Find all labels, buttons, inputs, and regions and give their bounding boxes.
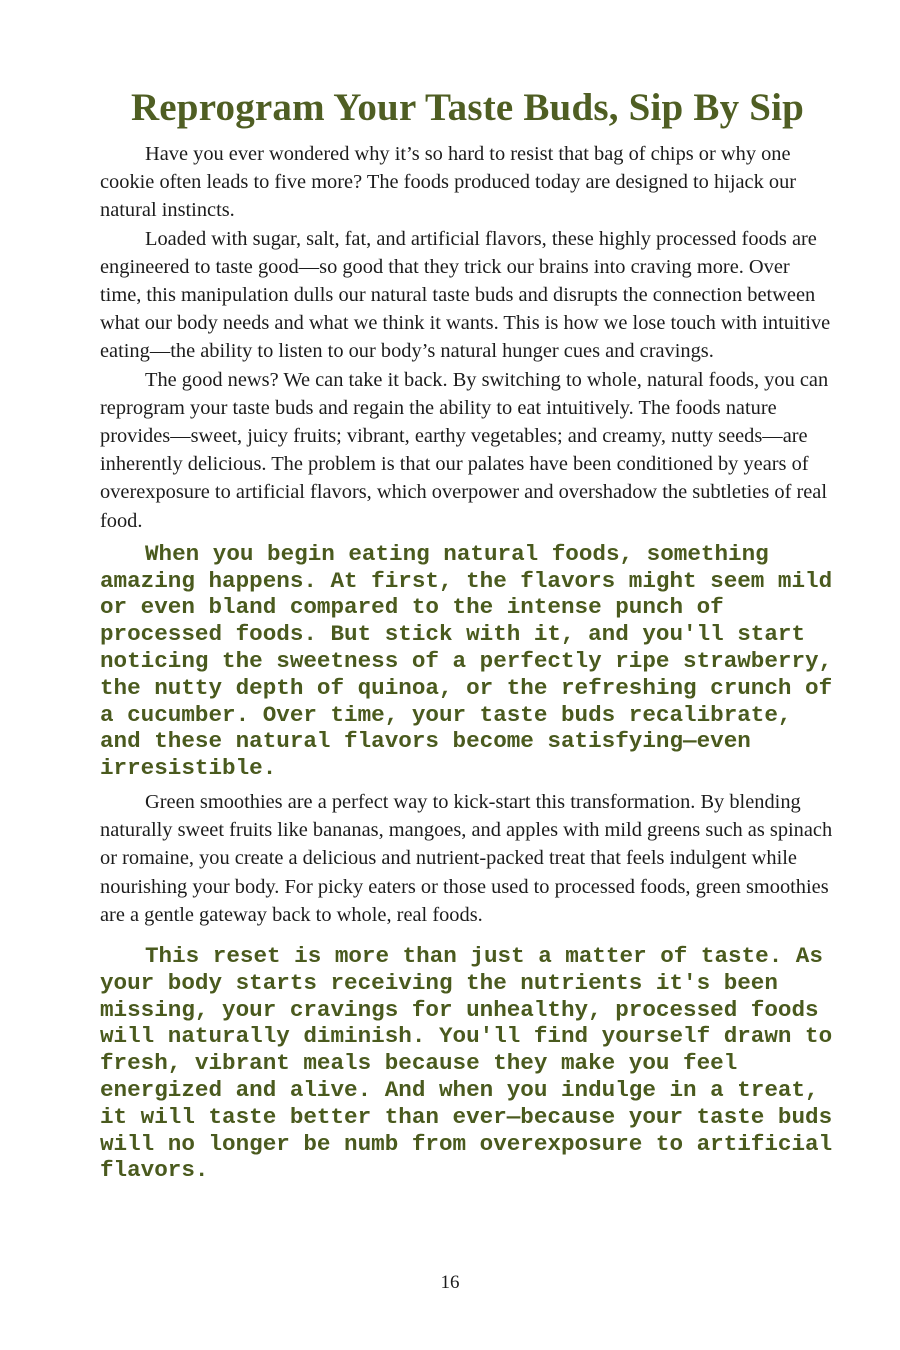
pull-quote-1: When you begin eating natural foods, something amazing happens. At first, the flavors might seem mild or even bland compared to the intense punch of processed foods. But stick with it, and you'll start noticing the sweetness of a perfectly ripe strawberry, the nutty depth of quinoa, or the refreshing crunch of a cucumber. Over time, your taste buds recalibrate, and these natural flavors become satisfying—even irresistible.	[100, 540, 833, 782]
page-content	[100, 82, 835, 1190]
body-paragraph-4: Green smoothies are a perfect way to kick-start this transformation. By blending naturally sweet fruits like bananas, mangoes, and apples with mild greens such as spinach or romaine, you create a delicious and nutrient-packed treat that feels indulgent while nourishing your body. For picky eaters or those used to processed foods, green smoothies are a gentle gateway back to whole, real foods.	[100, 791, 833, 926]
page-title: Reprogram Your Taste Buds, Sip By Sip	[130, 86, 805, 129]
pull-quote-2: This reset is more than just a matter of taste. As your body starts receiving the nutrients it's been missing, your cravings for unhealthy, processed foods will naturally diminish. You'll find yourself drawn to fresh, vibrant meals because they make you feel energized and alive. And when you indulge in a treat, it will taste better than ever—because your taste buds will no longer be numb from overexposure to artificial flavors.	[100, 943, 833, 1184]
body-paragraph-1: Have you ever wondered why it’s so hard to resist that bag of chips or why one cookie often leads to five more? The foods produced today are designed to hijack our natural instincts.	[100, 143, 797, 222]
body-paragraph-3: The good news? We can take it back. By switching to whole, natural foods, you can reprogram your taste buds and regain the ability to eat intuitively. The foods nature provides—sweet, juicy fruits; vibrant, earthy vegetables; and creamy, nutty seeds—are inherently delicious. The problem is that our palates have been conditioned by years of overexposure to artificial flavors, which overpower and overshadow the subtleties of real food.	[100, 368, 829, 532]
body-paragraph-2: Loaded with sugar, salt, fat, and artificial flavors, these highly processed foods are engineered to taste good—so good that they trick our brains into craving more. Over time, this manipulation dulls our natural taste buds and disrupts the connection between what our body needs and what we think it wants. This is how we lose touch with intuitive eating—the ability to listen to our body’s natural hunger cues and cravings.	[100, 227, 831, 363]
page-number: 16	[440, 1272, 460, 1293]
